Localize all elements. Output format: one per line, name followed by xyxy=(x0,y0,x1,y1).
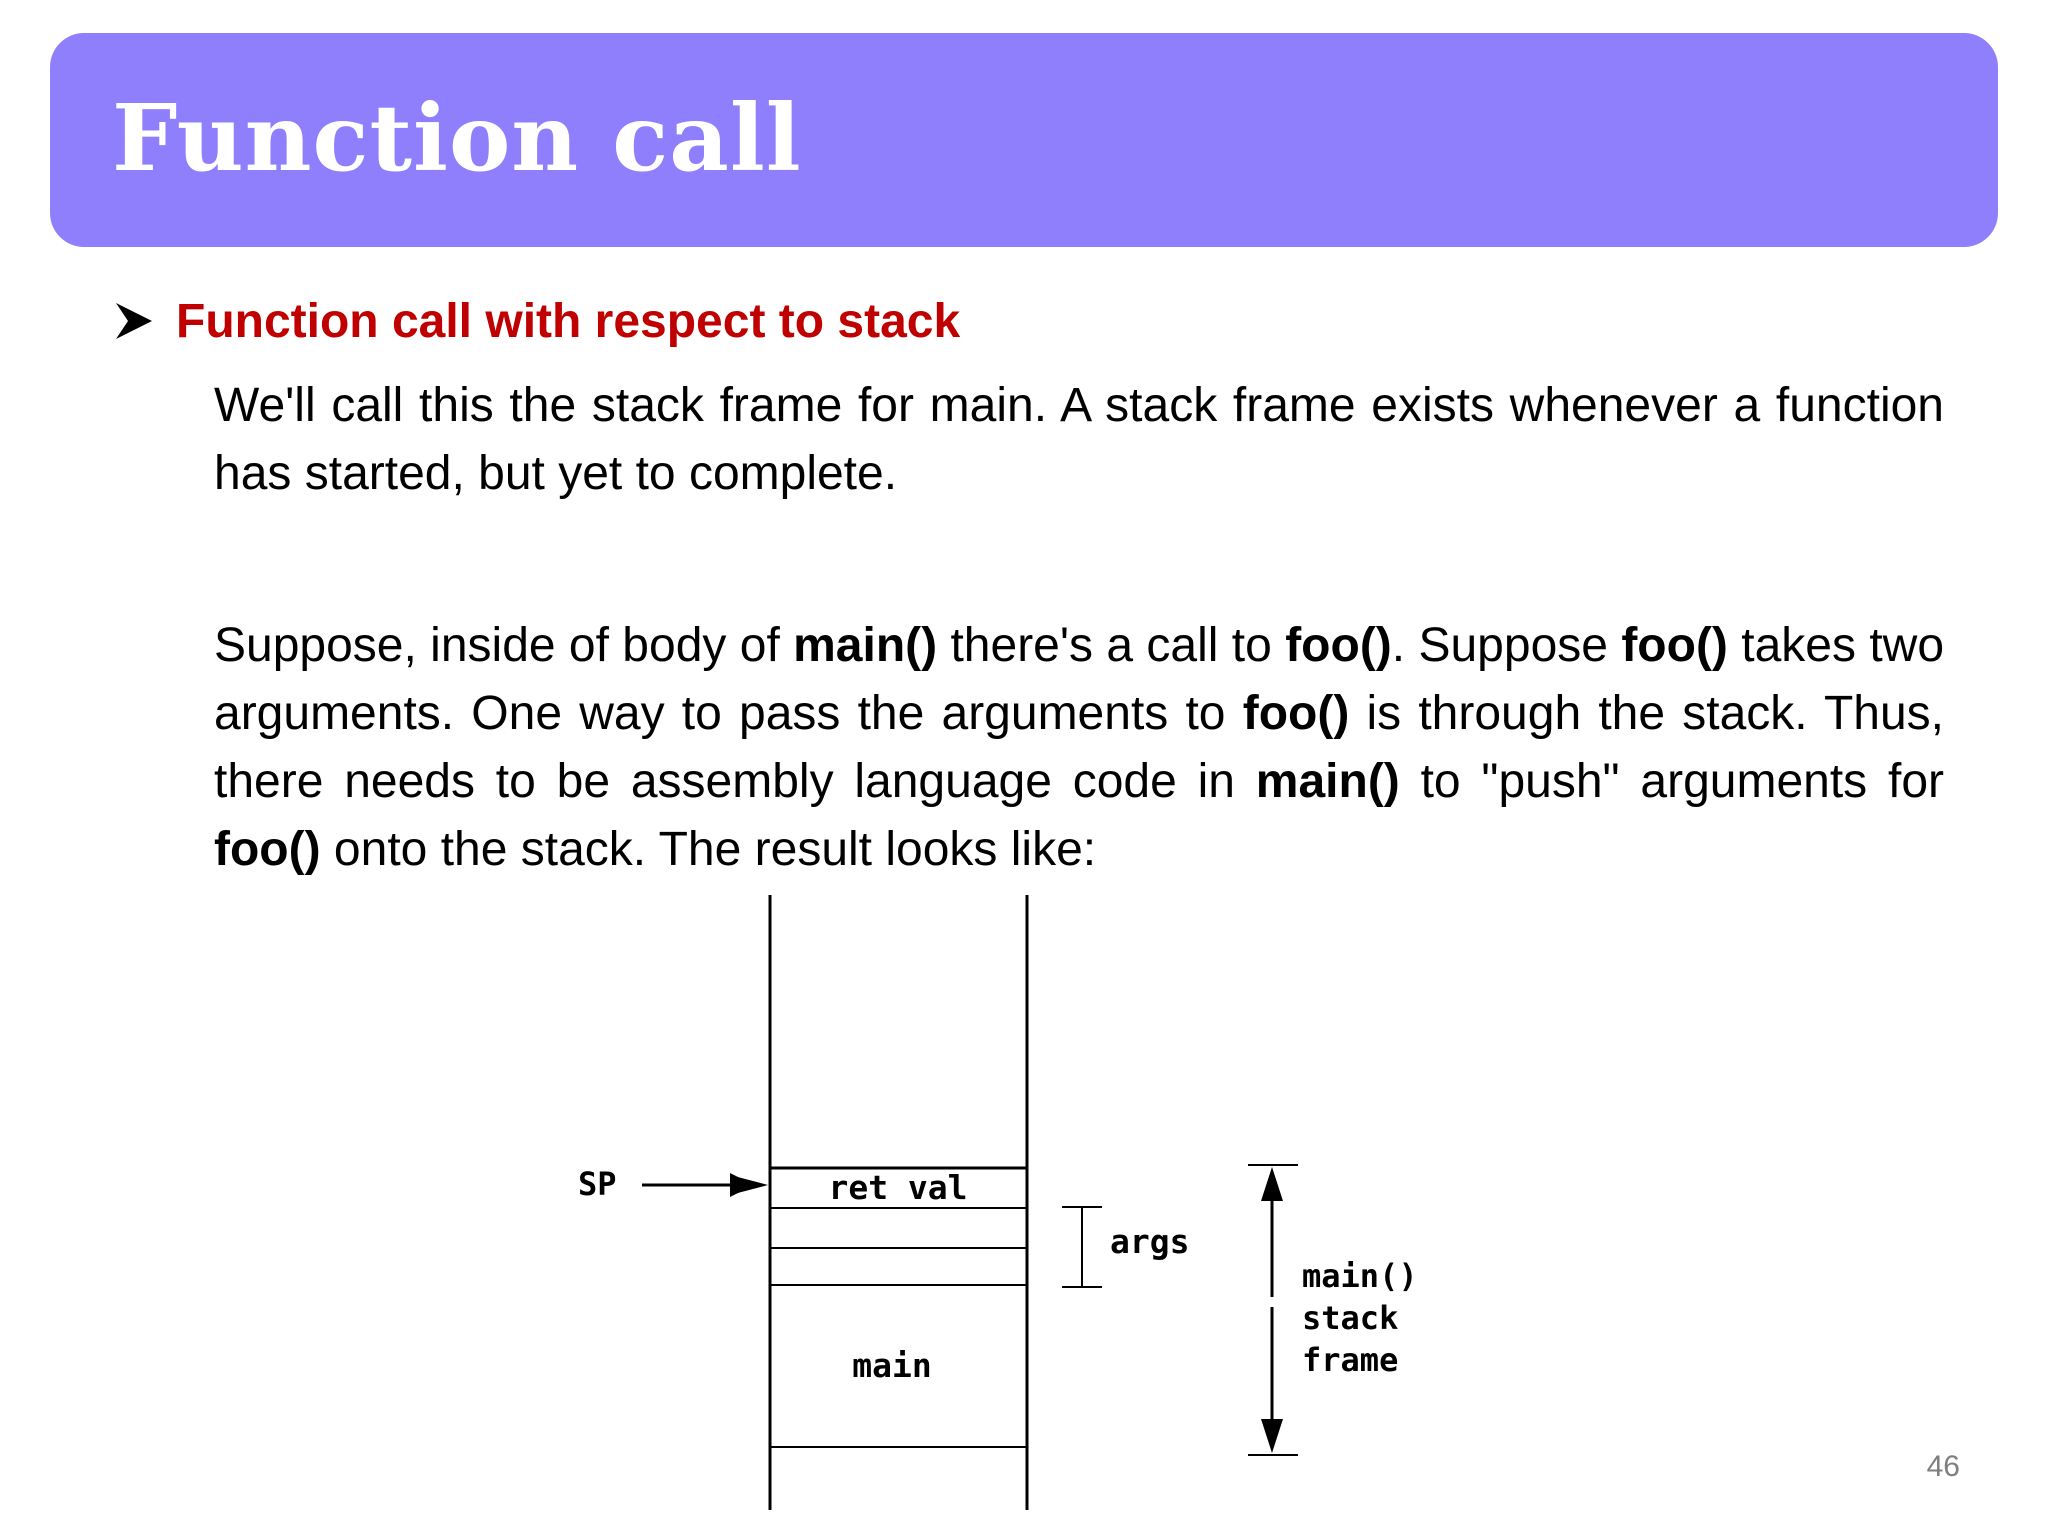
frame-arrowhead-up xyxy=(1261,1167,1283,1201)
arrow-bullet-icon xyxy=(112,299,156,343)
text-run: onto the stack. The result looks like: xyxy=(320,823,1097,876)
code-term: main() xyxy=(1255,755,1400,808)
stack-diagram xyxy=(540,895,1560,1520)
text-run: takes two arguments. One way to pass the arguments to xyxy=(214,619,1945,740)
frame-arrowhead-down xyxy=(1261,1419,1283,1453)
ret-val-label: ret val xyxy=(828,1168,968,1207)
paragraph-foo-call xyxy=(214,612,1944,884)
bullet-text: Function call with respect to stack xyxy=(176,294,961,348)
frame-label-line: frame xyxy=(1302,1341,1399,1379)
text-run: . Suppose xyxy=(1391,619,1622,672)
text-run: to "push" arguments for xyxy=(1399,755,1944,808)
code-term: foo() xyxy=(1621,619,1728,672)
args-label: args xyxy=(1110,1222,1190,1261)
paragraph-stack-frame: We'll call this the stack frame for main. A stack frame exists whenever a function has started, but yet to complete. xyxy=(214,379,1944,500)
bullet-heading xyxy=(112,290,960,352)
sp-label: SP xyxy=(578,1165,617,1203)
frame-label-line: main() xyxy=(1302,1257,1418,1295)
code-term: foo() xyxy=(214,823,321,876)
text-run: Suppose, inside of body of xyxy=(214,619,794,672)
code-term: foo() xyxy=(1285,619,1392,672)
main-cell-label: main xyxy=(852,1346,932,1385)
code-term: foo() xyxy=(1242,687,1350,740)
code-term: main() xyxy=(793,619,938,672)
page-number: 46 xyxy=(1926,1450,1960,1483)
slide-title: Function call xyxy=(112,84,802,192)
text-run: there's a call to xyxy=(937,619,1286,672)
text-run: is through the stack. Thus, there needs to be assembly language code in xyxy=(214,687,1944,808)
frame-label-line: stack xyxy=(1302,1299,1399,1337)
